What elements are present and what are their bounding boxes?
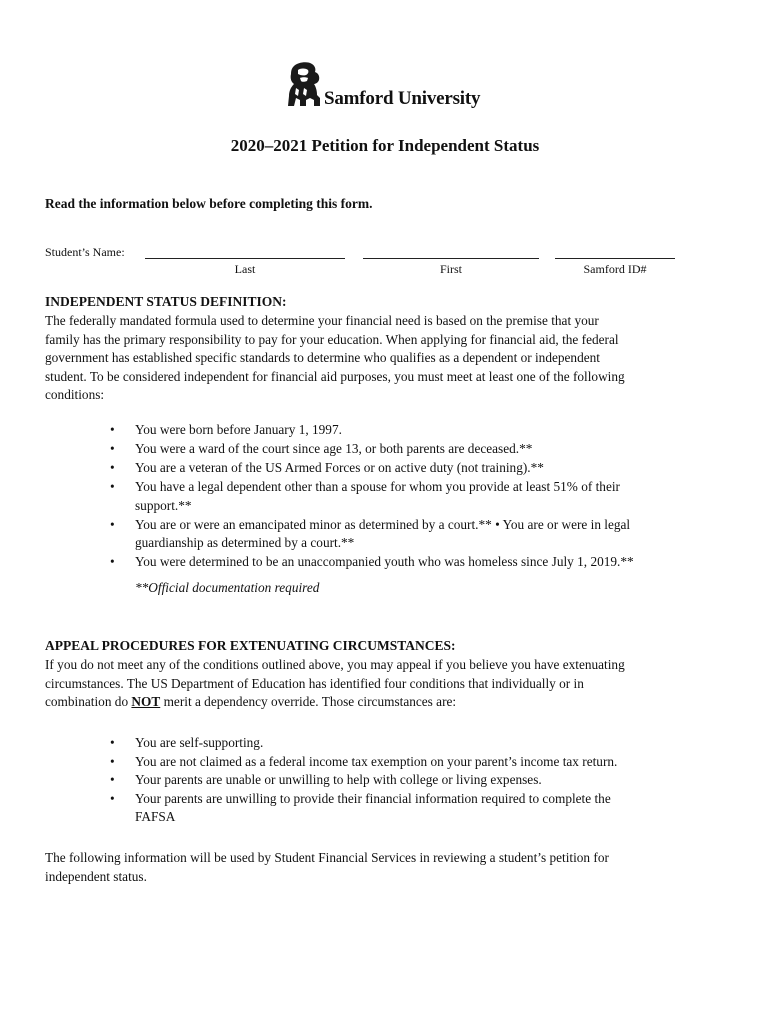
list-item: • You are a veteran of the US Armed Forces or on active duty (not training).** bbox=[110, 460, 544, 475]
samford-id-caption: Samford ID# bbox=[583, 262, 647, 276]
closing-line: The following information will be used by Student Financial Services in reviewing a student’s petition for bbox=[45, 850, 609, 865]
appeal-line: If you do not meet any of the conditions outlined above, you may appeal if you believe you have extenuating bbox=[45, 657, 625, 672]
last-name-line[interactable] bbox=[145, 258, 345, 259]
not-emphasis: NOT bbox=[131, 694, 161, 709]
list-item: • Your parents are unable or unwilling to help with college or living expenses. bbox=[110, 772, 542, 787]
circumstances-list bbox=[110, 734, 720, 827]
list-item: • You are self-supporting. bbox=[110, 735, 264, 750]
definition-line: student. To be considered independent for financial aid purposes, you must meet at least one of the following bbox=[45, 368, 625, 384]
samford-id-line[interactable] bbox=[555, 258, 675, 259]
first-name-line[interactable] bbox=[363, 258, 539, 259]
list-item: • You were a ward of the court since age 13, or both parents are deceased.** bbox=[110, 441, 533, 456]
appeal-line: combination do NOT merit a dependency override. Those circumstances are: bbox=[45, 694, 457, 709]
definition-paragraph bbox=[45, 312, 725, 405]
documentation-note: **Official documentation required bbox=[135, 580, 320, 595]
appeal-paragraph bbox=[45, 656, 725, 712]
appeal-line: circumstances. The US Department of Education has identified four conditions that individually or in bbox=[45, 675, 584, 691]
definition-line: The federally mandated formula used to determine your financial need is based on the premise that your bbox=[45, 313, 599, 328]
conditions-list bbox=[110, 421, 720, 572]
list-item: • You have a legal dependent other than a spouse for whom you provide at least 51% of their support.** bbox=[110, 479, 620, 513]
page-title: 2020–2021 Petition for Independent Status bbox=[230, 136, 540, 155]
intro-instruction: Read the information below before completing this form. bbox=[45, 196, 373, 211]
closing-line: independent status. bbox=[45, 868, 147, 884]
definition-line: government has established specific standards to determine who qualifies as a dependent or independent bbox=[45, 350, 600, 365]
list-item: • You were determined to be an unaccompanied youth who was homeless since July 1, 2019.** bbox=[110, 554, 634, 569]
closing-paragraph bbox=[45, 849, 725, 886]
logo-wordmark: Samford University bbox=[324, 88, 481, 109]
list-item: • Your parents are unwilling to provide their financial information required to complete the FAFSA bbox=[110, 790, 611, 824]
list-item: • You are not claimed as a federal income tax exemption on your parent’s income tax return. bbox=[110, 753, 618, 769]
samford-logo bbox=[284, 60, 494, 110]
student-name-label: Student’s Name: bbox=[45, 245, 125, 259]
appeal-heading: APPEAL PROCEDURES FOR EXTENUATING CIRCUMSTANCES: bbox=[45, 638, 456, 653]
list-item: • You are or were an emancipated minor as determined by a court.** • You are or were in legal guardianship as determined by a court.** bbox=[110, 516, 631, 550]
last-name-caption: Last bbox=[234, 262, 256, 276]
definition-heading: INDEPENDENT STATUS DEFINITION: bbox=[45, 294, 287, 309]
definition-line: conditions: bbox=[45, 387, 105, 402]
bulldog-icon bbox=[284, 60, 326, 108]
first-name-caption: First bbox=[439, 262, 462, 276]
list-item: • You were born before January 1, 1997. bbox=[110, 422, 342, 437]
student-name-row bbox=[45, 244, 735, 284]
definition-line: family has the primary responsibility to pay for your education. When applying for financial aid, the federal bbox=[45, 331, 619, 347]
